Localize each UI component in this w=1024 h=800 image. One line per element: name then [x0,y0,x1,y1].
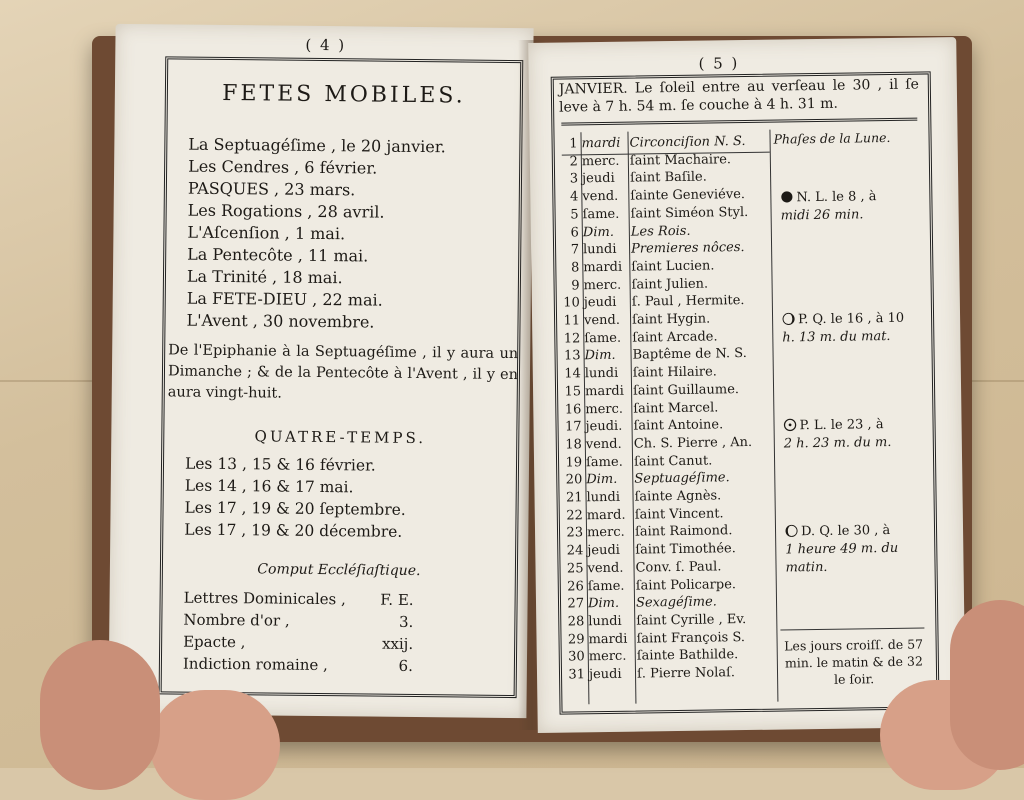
saint-name: Conv. ſ. Paul. [635,559,721,575]
saint-name: ſaint Arcade. [632,329,717,345]
phase-text: P. Q. le 16 , à 10 [798,311,904,327]
feast-line: La Trinité , 18 mai. [187,267,343,288]
day-number: 26 [562,579,584,594]
quatre-temps-line: Les 13 , 15 & 16 février. [185,455,376,475]
day-number: 4 [556,189,578,204]
comput-label: Nombre d'or , [183,611,289,630]
saint-name: ſaint Guillaume. [633,382,739,398]
day-number: 1 [556,136,578,151]
saint-name: Les Rois. [631,223,691,239]
weekday: ſame. [586,454,626,470]
phases-header: Phaſes de la Lune. [773,130,890,147]
phase-text: h. 13 m. du mat. [782,329,890,346]
phase-text: 2 h. 23 m. du m. [784,435,892,452]
weekday: lundi [588,614,628,630]
day-number: 14 [559,366,581,381]
comput-value: 6. [399,657,414,675]
weekday: jeudi. [585,419,625,435]
month-header: JANVIER. Le ſoleil entre au verſeau le 30 , il ſe leve à 7 h. 54 m. ſe couche à 4 h. 31 m. [559,76,919,117]
day-number: 29 [562,632,584,647]
weekday: jeudi [584,295,624,311]
weekday: lundi [585,366,625,382]
saint-name: ſ. Paul , Hermite. [632,293,745,310]
comput-row [183,633,413,653]
moon-phase [780,188,920,226]
day-number: 17 [559,420,581,435]
moon-phase [785,522,926,578]
comput-label: Indiction romaine , [183,655,328,675]
feast-line: L'Aſcenſion , 1 mai. [187,223,345,244]
quatre-temps-line: Les 17 , 19 & 20 ſeptembre. [184,499,405,519]
saint-name: ſaint Hygin. [632,312,710,328]
feast-line: La Septuagéſime , le 20 janvier. [188,135,446,157]
day-number: 11 [558,313,580,328]
feast-line: La FETE-DIEU , 22 mai. [187,289,383,310]
epiphany-paragraph: De l'Epiphanie à la Septuagéſime , il y aura un Dimanche ; & de la Pentecôte à l'Avent , il y en aura vingt-huit. [168,340,519,407]
feast-line: PASQUES , 23 mars. [188,179,356,200]
calendar-list [530,134,778,697]
day-number: 8 [557,260,579,275]
saint-name: Circonciſion N. S. [630,134,746,151]
day-number: 13 [558,349,580,364]
saint-name: ſaint Julien. [631,276,708,292]
day-number: 7 [557,243,579,258]
moon-phase [783,416,923,454]
saint-name: Premieres nôces. [631,240,745,257]
saint-name: ſaint Policarpe. [636,577,736,593]
comput-row [183,655,413,675]
moon-phase [782,310,922,348]
day-number: 21 [560,490,582,505]
day-number: 25 [561,561,583,576]
weekday: merc. [582,153,622,169]
saint-name: ſaint Machaire. [630,152,731,168]
left-thumb [150,690,280,800]
comput-label: Epacte , [183,633,246,652]
phase-text: D. Q. le 30 , à [801,523,890,539]
day-number: 20 [560,473,582,488]
day-number: 30 [563,650,585,665]
day-number: 31 [563,667,585,682]
page-title: FETES MOBILES. [165,80,523,109]
weekday: mardi [585,384,625,400]
weekday: lundi [586,490,626,506]
weekday: jeudi [582,171,622,187]
quatre-temps-line: Les 14 , 16 & 17 mai. [185,477,354,497]
new-moon-icon [780,190,793,203]
saint-name: ſaint Raimond. [635,524,733,540]
saint-name: Septuagéſime. [634,471,730,487]
day-number: 24 [561,543,583,558]
saint-name: ſaint Canut. [634,453,712,469]
daylight-footnote: Les jours croiſſ. de 57 min. le matin & de 32 le ſoir. [779,635,930,688]
weekday: ſame. [582,207,622,223]
right-page [528,37,966,733]
feast-line: Les Cendres , 6 février. [188,157,377,178]
comput-value: F. E. [380,591,414,609]
weekday: merc. [589,649,629,665]
phase-text: midi 26 min. [781,207,864,223]
phase-text: P. L. le 23 , à [799,417,883,433]
quatre-temps-line: Les 17 , 19 & 20 décembre. [184,521,402,541]
day-number: 9 [557,278,579,293]
saint-name: ſ. Pierre Nolaſ. [637,665,735,681]
right-hand [950,600,1024,770]
day-number: 2 [556,154,578,169]
saint-name: Sexagéſime. [636,595,717,611]
left-content [159,56,524,698]
day-number: 22 [561,508,583,523]
day-number: 23 [561,526,583,541]
page-number: ( 5 ) [698,54,739,73]
weekday: ſame. [584,330,624,346]
phase-text: 1 heure 49 m. du matin. [785,541,898,576]
comput-row [183,611,413,631]
full-moon-icon [783,418,796,431]
weekday: Dim. [584,348,624,364]
day-number: 18 [560,437,582,452]
left-page [108,24,533,718]
day-number: 12 [558,331,580,346]
saint-name: Ch. S. Pierre , An. [634,435,753,452]
weekday: merc. [587,525,627,541]
saint-name: ſaint Antoine. [633,418,723,434]
weekday: lundi [583,242,623,258]
day-number: 10 [558,296,580,311]
day-number: 15 [559,384,581,399]
comput-value: 3. [399,613,414,631]
saint-name: ſainte Bathilde. [637,647,739,663]
saint-name: ſaint Lucien. [631,258,714,274]
feast-line: L'Avent , 30 novembre. [186,311,374,332]
weekday: merc. [583,277,623,293]
saint-name: ſaint Marcel. [633,400,718,416]
weekday: vend. [586,437,626,453]
saint-name: ſaint Hilaire. [633,365,717,381]
day-number: 3 [556,172,578,187]
comput-value: xxij. [382,635,413,653]
saint-name: ſaint Baſile. [630,170,707,186]
feast-line: Les Rogations , 28 avril. [188,201,385,222]
day-number: 16 [559,402,581,417]
weekday: vend. [587,560,627,576]
comput-row [184,589,414,609]
weekday: jeudi [589,667,629,683]
weekday: vend. [582,189,622,205]
weekday: mard. [587,507,627,523]
saint-name: Baptême de N. S. [632,346,746,363]
day-number: 27 [562,596,584,611]
day-number: 28 [562,614,584,629]
saint-name: ſainte Geneviéve. [630,187,745,204]
phase-text: N. L. le 8 , à [796,189,876,205]
feast-line: La Pentecôte , 11 mai. [187,245,368,266]
comput-title: Comput Eccléſiaſtique. [160,560,518,580]
saint-name: ſaint Siméon Styl. [630,205,748,222]
weekday: Dim. [583,224,623,240]
page-number: ( 4 ) [305,36,346,54]
day-number: 19 [560,455,582,470]
comput-label: Lettres Dominicales , [184,589,346,609]
weekday: mardi [583,260,623,276]
last-quarter-icon [785,524,798,537]
saint-name: ſainte Agnès. [634,488,721,504]
weekday: mardi [588,631,628,647]
saint-name: ſaint François S. [636,630,745,647]
saint-name: ſaint Timothée. [635,541,736,557]
weekday: vend. [584,313,624,329]
quatre-temps-title: QUATRE-TEMPS. [161,426,519,448]
first-quarter-icon [782,312,795,325]
day-number: 6 [557,225,579,240]
weekday: merc. [585,401,625,417]
day-number: 5 [557,207,579,222]
weekday: Dim. [588,596,628,612]
weekday: mardi [582,136,622,152]
saint-name: ſaint Cyrille , Ev. [636,612,746,629]
weekday: ſame. [588,578,628,594]
saint-name: ſaint Vincent. [635,506,724,522]
weekday: Dim. [586,472,626,488]
weekday: jeudi [587,543,627,559]
